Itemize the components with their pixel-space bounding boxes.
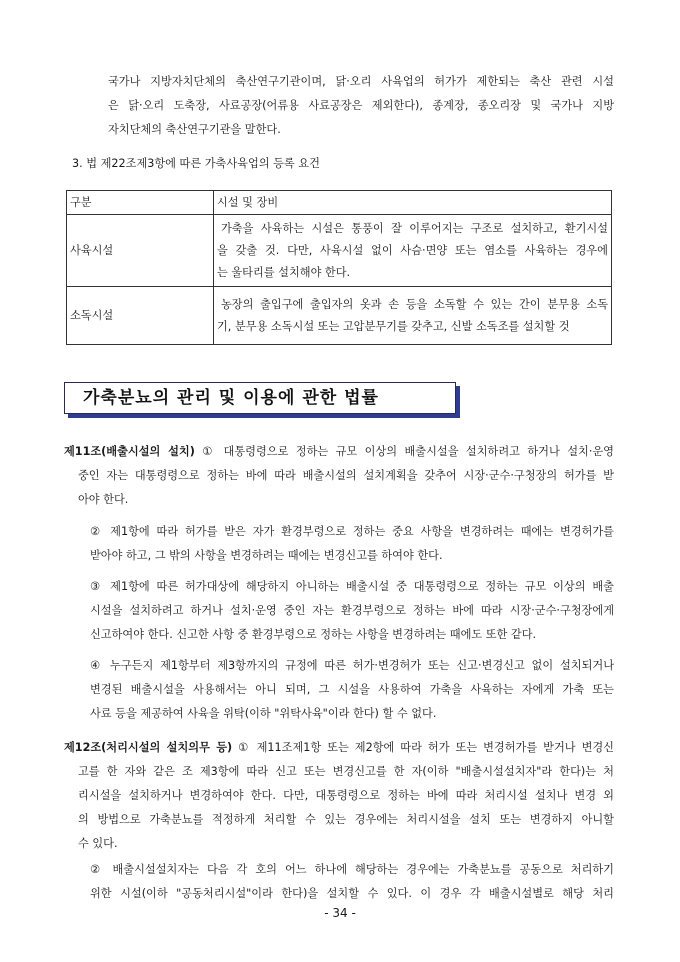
article-12-line: 리시설을 설치하거나 변경하여야 한다. 다만, 대통령령으로 정하는 바에 따라 처리시설 설치나 변경 외 — [78, 789, 614, 802]
article-12-line: 의 방법으로 가축분뇨를 적정하게 처리할 수 있는 경우에는 처리시설을 설치 또는 변경하지 아니할 — [78, 813, 614, 826]
article-11-line: 아야 한다. — [78, 493, 129, 506]
intro-line: 국가나 지방자치단체의 축산연구기관이며, 닭·오리 사육업의 허가가 제한되는 축산 관련 시설 — [108, 75, 614, 88]
table-header-category: 구분 — [67, 191, 214, 215]
article-text: ① 대통령령으로 정하는 규모 이상의 배출시설을 설치하려고 하거나 설치·운영 — [202, 445, 614, 458]
article-11-para3-line: ③ 제1항에 따른 허가대상에 해당하지 아니하는 배출시설 중 대통령령으로 정하는 규모 이상의 배출 — [90, 580, 614, 593]
article-11-line: 중인 자는 대통령령으로 정하는 바에 따라 배출시설의 설치계획을 갖추어 시장·군수·구청장의 허가를 받 — [78, 469, 614, 482]
article-12-para2-line: 위한 시설(이하 "공동처리시설"이라 한다)을 설치할 수 있다. 이 경우 각 배출시설별로 해당 처리 — [90, 887, 614, 900]
article-11-para4-line: 변경된 배출시설을 사용해서는 아니 되며, 그 시설을 사용하여 가축을 사육하는 자에게 가축 또는 — [90, 683, 614, 696]
article-12-line: 고를 한 자와 같은 조 제3항에 따라 신고 또는 변경신고를 한 자(이하 "배출시설설치자"라 한다)는 처 — [78, 765, 614, 778]
article-11-para4-line: ④ 누구든지 제1항부터 제3항까지의 규정에 따른 허가·변경허가 또는 신고·변경신고 없이 설치되거나 — [90, 659, 614, 672]
table-cell-description — [214, 287, 612, 345]
law-title-banner — [64, 382, 456, 414]
article-11-para2-line: ② 제1항에 따라 허가를 받은 자가 환경부령으로 정하는 중요 사항을 변경하려는 때에는 변경허가를 — [90, 525, 614, 538]
article-12-para2-line: ② 배출시설설치자는 다음 각 호의 어느 하나에 해당하는 경우에는 가축분뇨를 공동으로 처리하기 — [90, 863, 614, 876]
cell-line: 농장의 출입구에 출입자의 옷과 손 등을 소독할 수 있는 간이 분무용 소독 — [221, 297, 608, 311]
article-11-para3-line: 신고하여야 한다. 신고한 사항 중 환경부령으로 정하는 사항을 변경하려는 때에도 또한 같다. — [90, 628, 537, 641]
cell-line: 기, 분무용 소독시설 또는 고압분무기를 갖추고, 신발 소독조를 설치할 것 — [217, 319, 570, 333]
article-11-para3-line: 시설을 설치하려고 하거나 설치·운영 중인 자는 환경부령으로 정하는 바에 따라 시장·군수·구청장에게 — [90, 604, 614, 617]
table-row-label: 소독시설 — [67, 287, 214, 345]
article-11-line — [64, 440, 614, 464]
law-title: 가축분뇨의 관리 및 이용에 관한 법률 — [83, 388, 379, 408]
intro-line: 자치단체의 축산연구기관을 말한다. — [108, 123, 281, 136]
intro-line: 은 닭·오리 도축장, 사료공장(어류용 사료공장은 제외한다), 종계장, 종오리장 및 국가나 지방 — [108, 99, 614, 112]
cell-line: 을 갖출 것. 다만, 사육시설 없이 사슴·면양 또는 염소를 사육하는 경우에 — [217, 243, 608, 257]
section-heading: 3. 법 제22조제3항에 따른 가축사육업의 등록 요건 — [72, 157, 320, 170]
article-11-para4-line: 사료 등을 제공하여 사육을 위탁(이하 "위탁사육"이라 한다) 할 수 없다. — [90, 707, 437, 720]
article-12-line — [64, 736, 614, 760]
article-12-title: 제12조(처리시설의 설치의무 등) — [64, 741, 233, 754]
registration-requirements-table — [66, 190, 612, 345]
article-text: ① 제11조제1항 또는 제2항에 따라 허가 또는 변경허가를 받거나 변경신 — [238, 741, 614, 754]
article-11-para2-line: 받아야 하고, 그 밖의 사항을 변경하려는 때에는 변경신고를 하여야 한다. — [90, 549, 443, 562]
article-12-line: 수 있다. — [78, 837, 118, 850]
cell-line: 가축을 사육하는 시설은 통풍이 잘 이루어지는 구조로 설치하고, 환기시설 — [221, 221, 608, 235]
cell-line: 는 울타리를 설치해야 한다. — [217, 265, 351, 279]
table-cell-description — [214, 215, 612, 287]
table-header-facility: 시설 및 장비 — [214, 191, 612, 215]
page-number: - 34 - — [324, 906, 356, 920]
table-row-label: 사육시설 — [67, 215, 214, 287]
article-11-title: 제11조(배출시설의 설치) — [64, 445, 195, 458]
